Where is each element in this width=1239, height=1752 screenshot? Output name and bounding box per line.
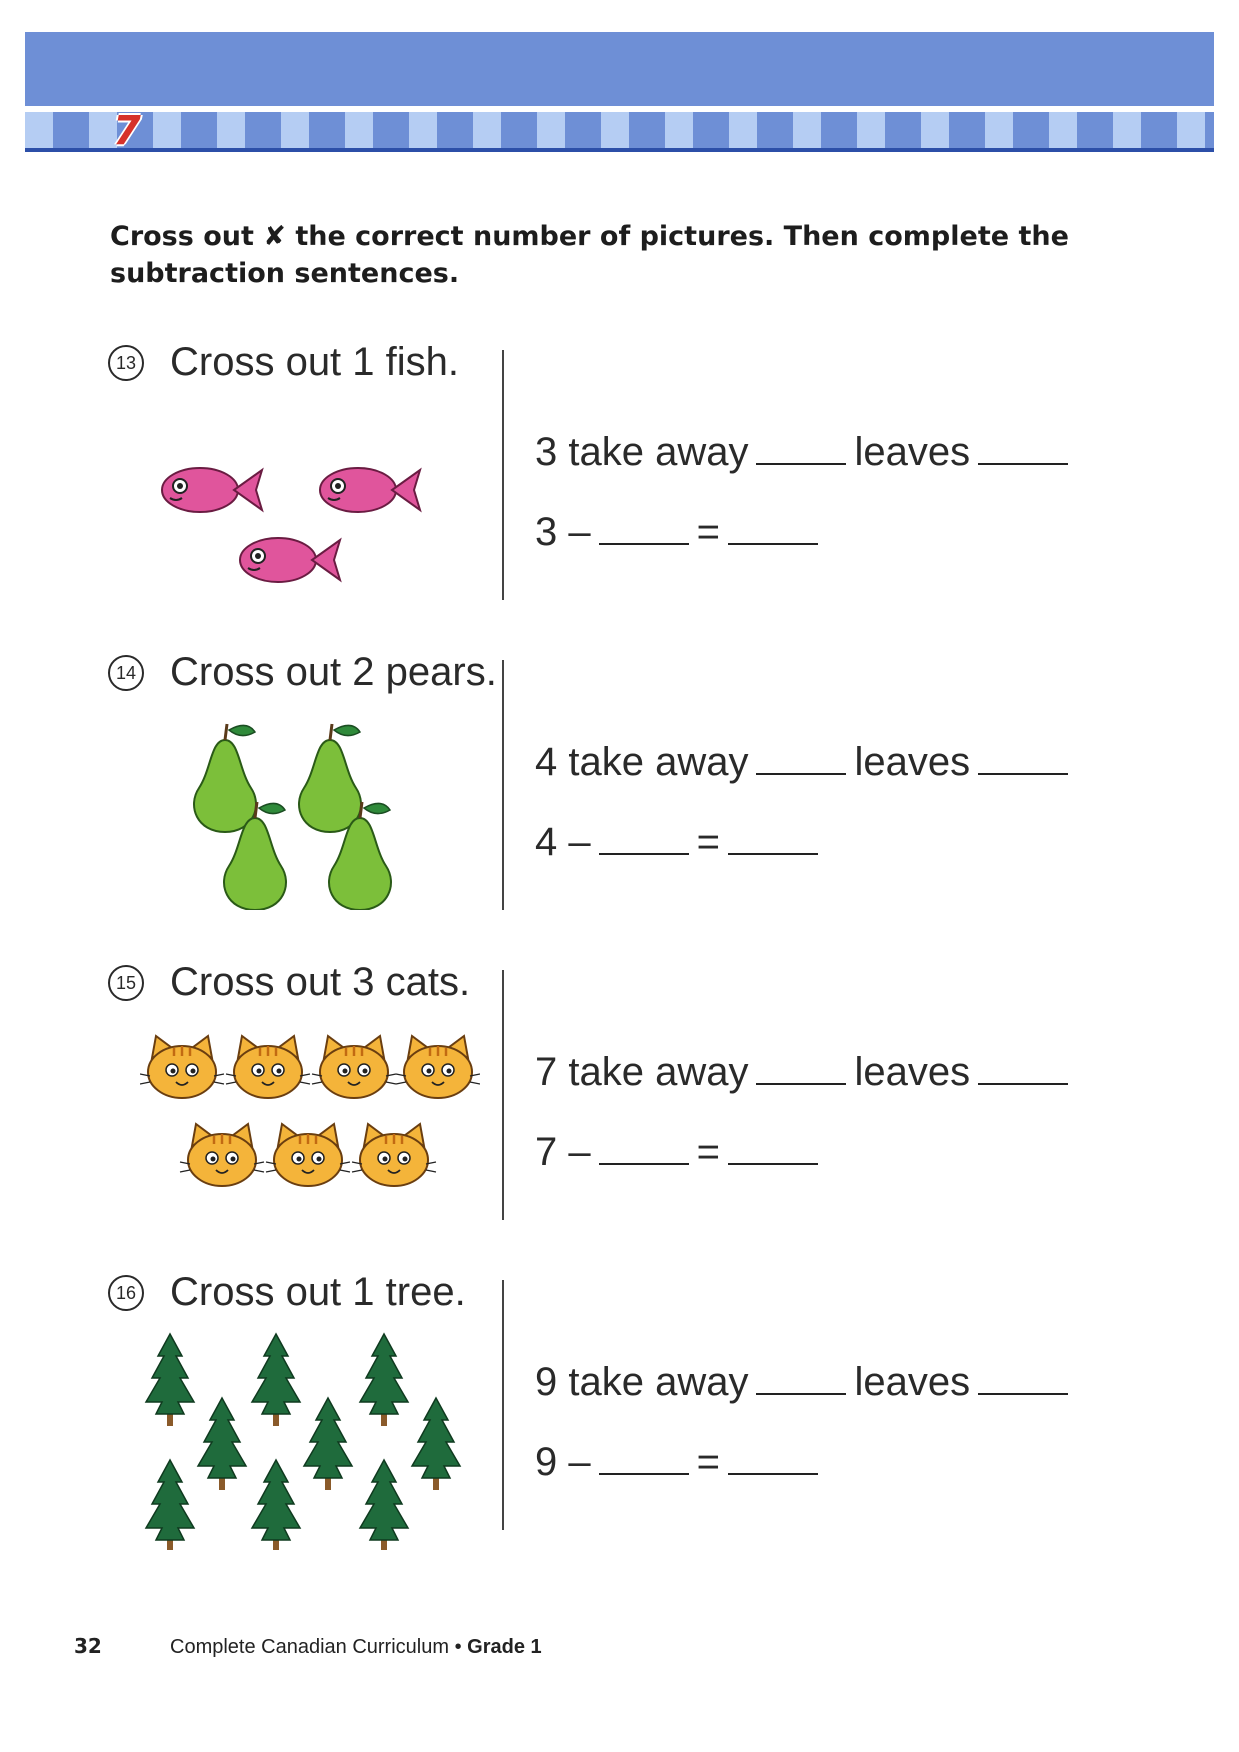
problem-number-badge: 13 xyxy=(108,345,144,381)
problem-number-badge: 16 xyxy=(108,1275,144,1311)
equals-sign: = xyxy=(696,510,720,554)
column-divider xyxy=(502,660,504,910)
take-away-sentence xyxy=(535,430,1076,475)
column-divider xyxy=(502,1280,504,1530)
leaves-label: leaves xyxy=(854,430,971,474)
leaves-label: leaves xyxy=(854,740,971,784)
tree-icon[interactable] xyxy=(304,1398,352,1490)
take-away-start: 3 take away xyxy=(535,430,749,474)
pear-icon[interactable] xyxy=(299,724,361,832)
header-band-top xyxy=(25,32,1214,106)
cat-icon[interactable] xyxy=(396,1036,480,1098)
equation-start: 9 – xyxy=(535,1440,591,1484)
problem-15 xyxy=(0,960,1239,1240)
take-away-start: 7 take away xyxy=(535,1050,749,1094)
cat-icon[interactable] xyxy=(226,1036,310,1098)
subtraction-equation xyxy=(535,510,826,555)
tree-icon[interactable] xyxy=(360,1334,408,1426)
fish-icon[interactable] xyxy=(162,468,262,512)
take-away-sentence xyxy=(535,1360,1076,1405)
subtraction-equation xyxy=(535,820,826,865)
fish-pictures xyxy=(140,400,480,600)
subtraction-equation xyxy=(535,1130,826,1175)
answer-blank-subtrahend[interactable] xyxy=(599,1131,689,1165)
leaves-label: leaves xyxy=(854,1360,971,1404)
answer-blank-subtrahend[interactable] xyxy=(599,511,689,545)
problem-16 xyxy=(0,1270,1239,1550)
tree-pictures xyxy=(140,1330,480,1550)
tree-icon[interactable] xyxy=(146,1460,194,1550)
problem-title xyxy=(108,340,459,385)
instructions: Cross out ✘ the correct number of pictures. Then complete the subtraction sentences. xyxy=(110,221,1069,289)
column-divider xyxy=(502,350,504,600)
tree-icon[interactable] xyxy=(146,1334,194,1426)
take-away-sentence xyxy=(535,740,1076,785)
header-band xyxy=(25,32,1214,154)
cat-icon[interactable] xyxy=(352,1124,436,1186)
take-away-sentence xyxy=(535,1050,1076,1095)
page-number: 32 xyxy=(74,1634,102,1658)
answer-blank-left[interactable] xyxy=(978,741,1068,775)
take-away-start: 9 take away xyxy=(535,1360,749,1404)
equals-sign: = xyxy=(696,1130,720,1174)
answer-blank-difference[interactable] xyxy=(728,511,818,545)
problem-prompt: Cross out 1 tree. xyxy=(170,1270,466,1314)
cat-icon[interactable] xyxy=(266,1124,350,1186)
equation-start: 4 – xyxy=(535,820,591,864)
unit-number: 7 xyxy=(113,108,141,154)
leaves-label: leaves xyxy=(854,1050,971,1094)
take-away-start: 4 take away xyxy=(535,740,749,784)
problem-number-badge: 14 xyxy=(108,655,144,691)
fish-icon[interactable] xyxy=(320,468,420,512)
tree-icon[interactable] xyxy=(252,1460,300,1550)
equals-sign: = xyxy=(696,1440,720,1484)
cat-pictures xyxy=(140,1020,480,1220)
cat-icon[interactable] xyxy=(180,1124,264,1186)
equals-sign: = xyxy=(696,820,720,864)
tree-icon[interactable] xyxy=(412,1398,460,1490)
subtraction-equation xyxy=(535,1440,826,1485)
pear-icon[interactable] xyxy=(194,724,256,832)
cat-icon[interactable] xyxy=(312,1036,396,1098)
problem-14 xyxy=(0,650,1239,930)
answer-blank-taken[interactable] xyxy=(756,741,846,775)
problem-prompt: Cross out 3 cats. xyxy=(170,960,471,1004)
tree-icon[interactable] xyxy=(198,1398,246,1490)
answer-blank-difference[interactable] xyxy=(728,821,818,855)
problem-13 xyxy=(0,340,1239,620)
problem-title xyxy=(108,960,470,1005)
header-band-strip xyxy=(25,112,1214,148)
answer-blank-left[interactable] xyxy=(978,1051,1068,1085)
answer-blank-subtrahend[interactable] xyxy=(599,1441,689,1475)
equation-start: 3 – xyxy=(535,510,591,554)
problem-prompt: Cross out 1 fish. xyxy=(170,340,460,384)
problem-prompt: Cross out 2 pears. xyxy=(170,650,497,694)
header-band-line xyxy=(25,148,1214,152)
answer-blank-subtrahend[interactable] xyxy=(599,821,689,855)
problem-number-badge: 15 xyxy=(108,965,144,1001)
problem-title xyxy=(108,1270,466,1315)
answer-blank-difference[interactable] xyxy=(728,1131,818,1165)
equation-start: 7 – xyxy=(535,1130,591,1174)
book-title xyxy=(170,1636,542,1659)
answer-blank-taken[interactable] xyxy=(756,1051,846,1085)
answer-blank-difference[interactable] xyxy=(728,1441,818,1475)
tree-icon[interactable] xyxy=(360,1460,408,1550)
cat-icon[interactable] xyxy=(140,1036,224,1098)
answer-blank-left[interactable] xyxy=(978,1361,1068,1395)
pear-pictures xyxy=(140,710,480,910)
answer-blank-left[interactable] xyxy=(978,431,1068,465)
grade-label: Grade 1 xyxy=(467,1636,542,1658)
answer-blank-taken[interactable] xyxy=(756,1361,846,1395)
book-title-text: Complete Canadian Curriculum • xyxy=(170,1636,468,1658)
problem-title xyxy=(108,650,497,695)
answer-blank-taken[interactable] xyxy=(756,431,846,465)
column-divider xyxy=(502,970,504,1220)
fish-icon[interactable] xyxy=(240,538,340,582)
tree-icon[interactable] xyxy=(252,1334,300,1426)
